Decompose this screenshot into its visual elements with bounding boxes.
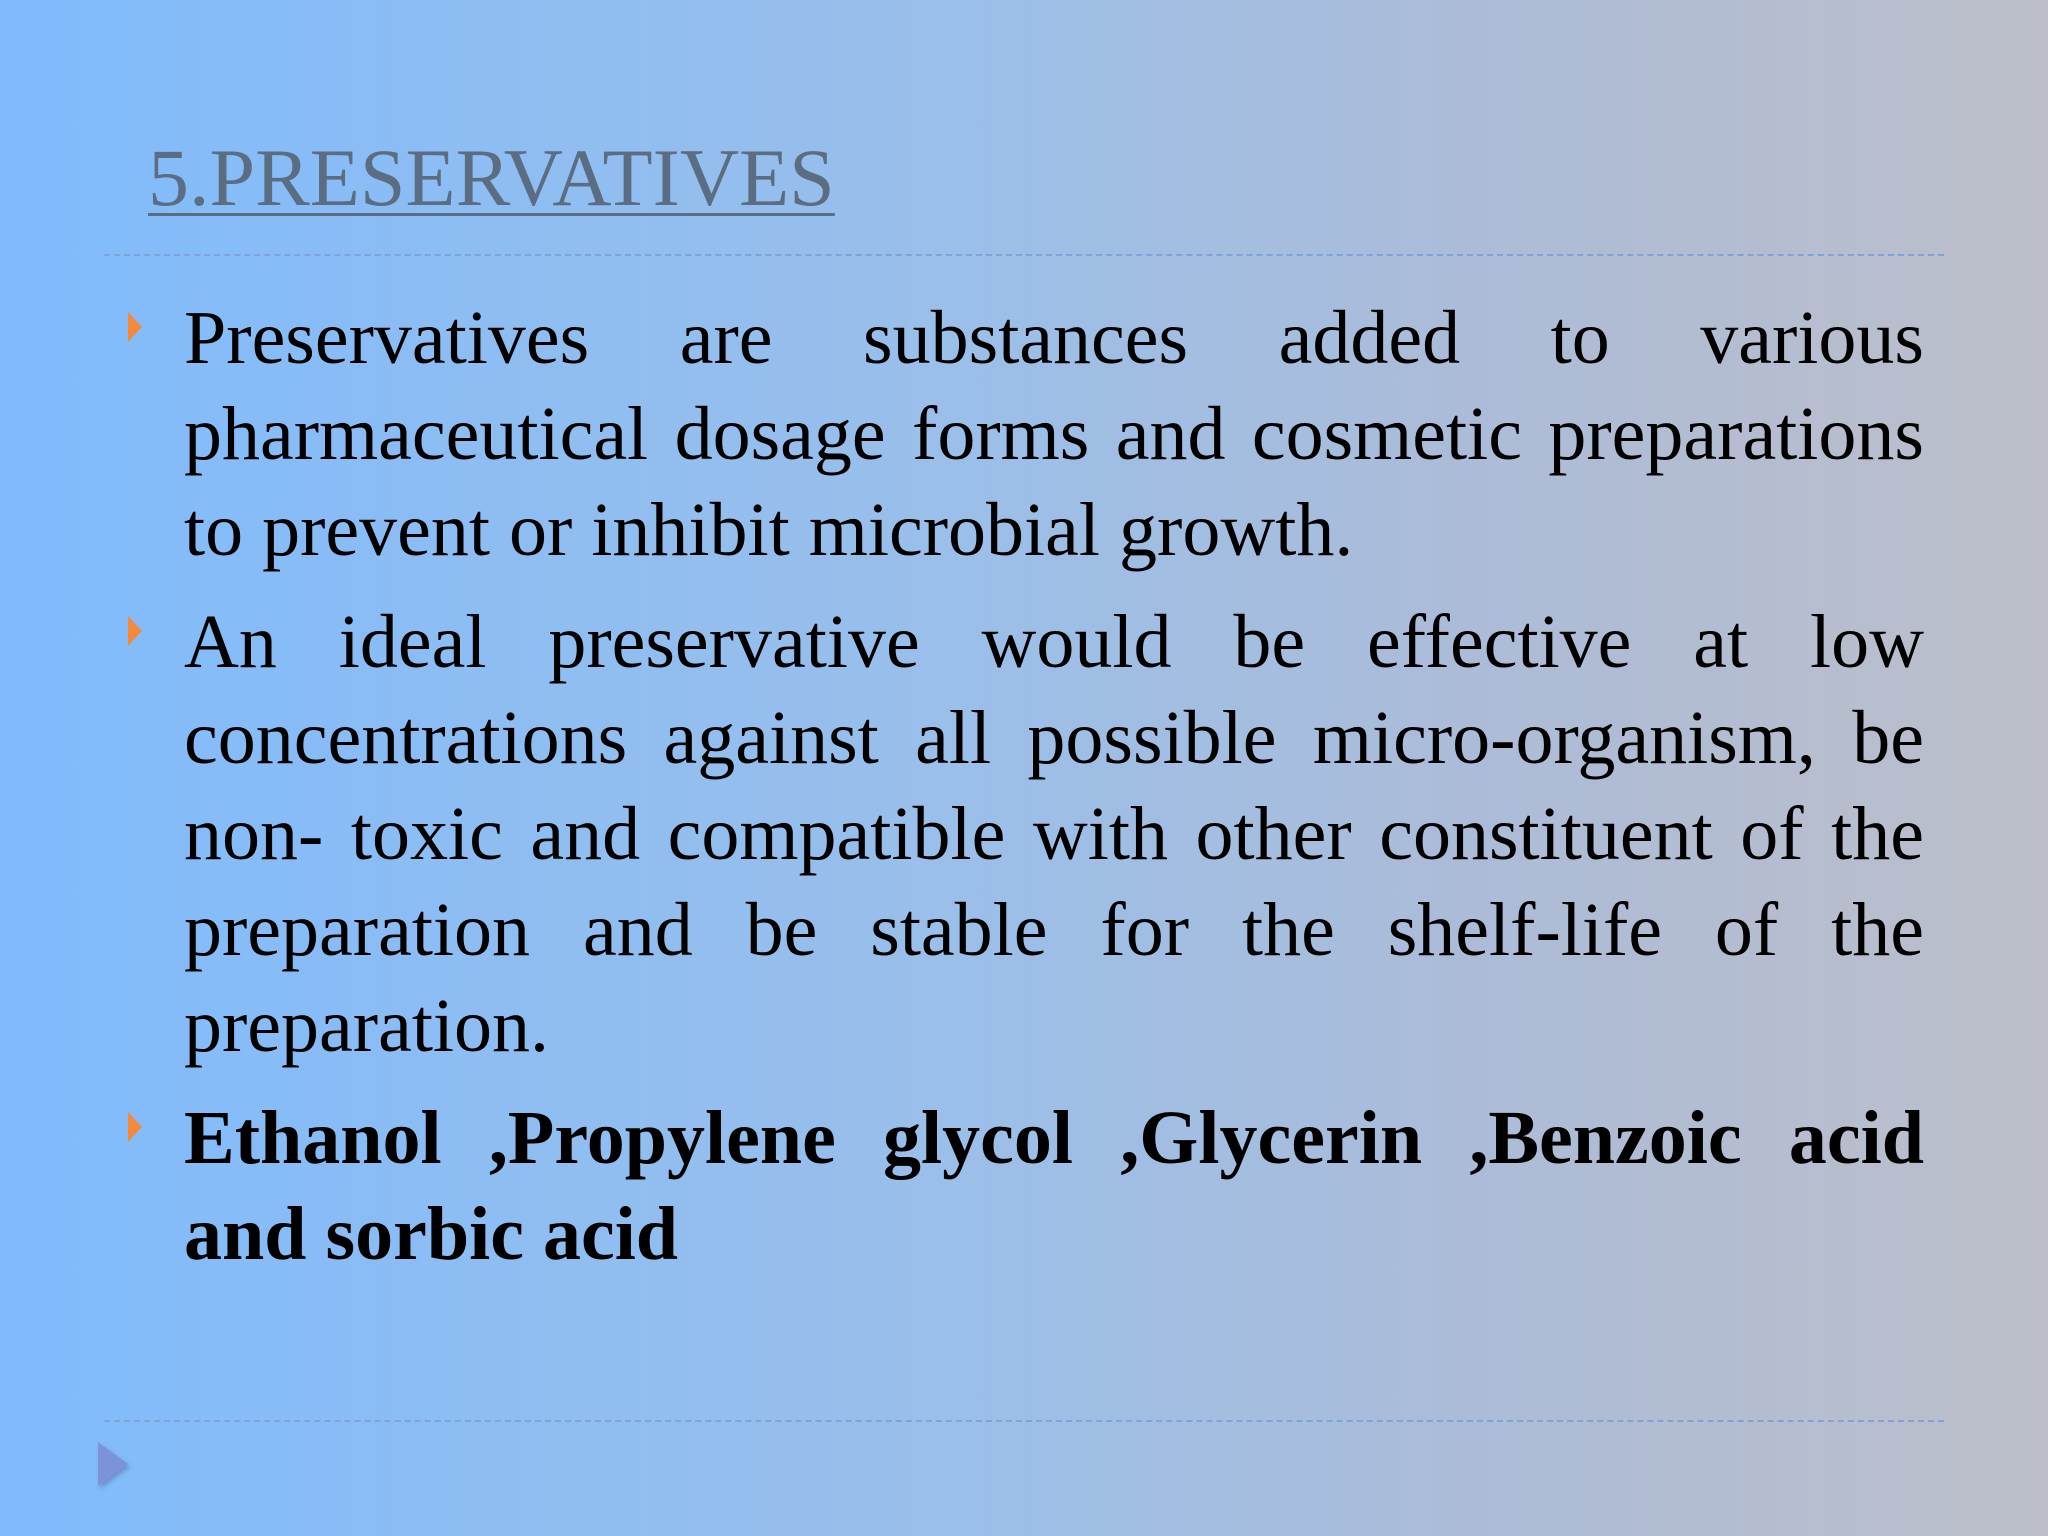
bullet-arrow-icon (128, 312, 142, 342)
next-slide-arrow-icon[interactable] (98, 1442, 128, 1486)
footer-divider (104, 1420, 1944, 1422)
slide-title: 5.PRESERVATIVES (148, 132, 835, 223)
bullet-text-3: Ethanol ,Propylene glycol ,Glycerin ,Benzoic acid and sorbic acid (184, 1096, 1924, 1276)
bullet-text-1: Preservatives are substances added to various pharmaceutical dosage forms and cosmetic preparations to prevent or inhibit microbial growth. (184, 296, 1924, 572)
bullet-list (120, 290, 1924, 1298)
bullet-arrow-icon (128, 1112, 142, 1142)
bullet-item-1 (120, 290, 1924, 578)
title-divider (104, 254, 1944, 256)
bullet-text-2: An ideal preservative would be effective at low concentrations against all possible micro-organism, be non- toxic and compatible with other constituent of the preparation and be stable for the shelf-life of the preparation. (184, 600, 1924, 1068)
bullet-item-2 (120, 594, 1924, 1074)
bullet-arrow-icon (128, 616, 142, 646)
bullet-item-3 (120, 1090, 1924, 1282)
